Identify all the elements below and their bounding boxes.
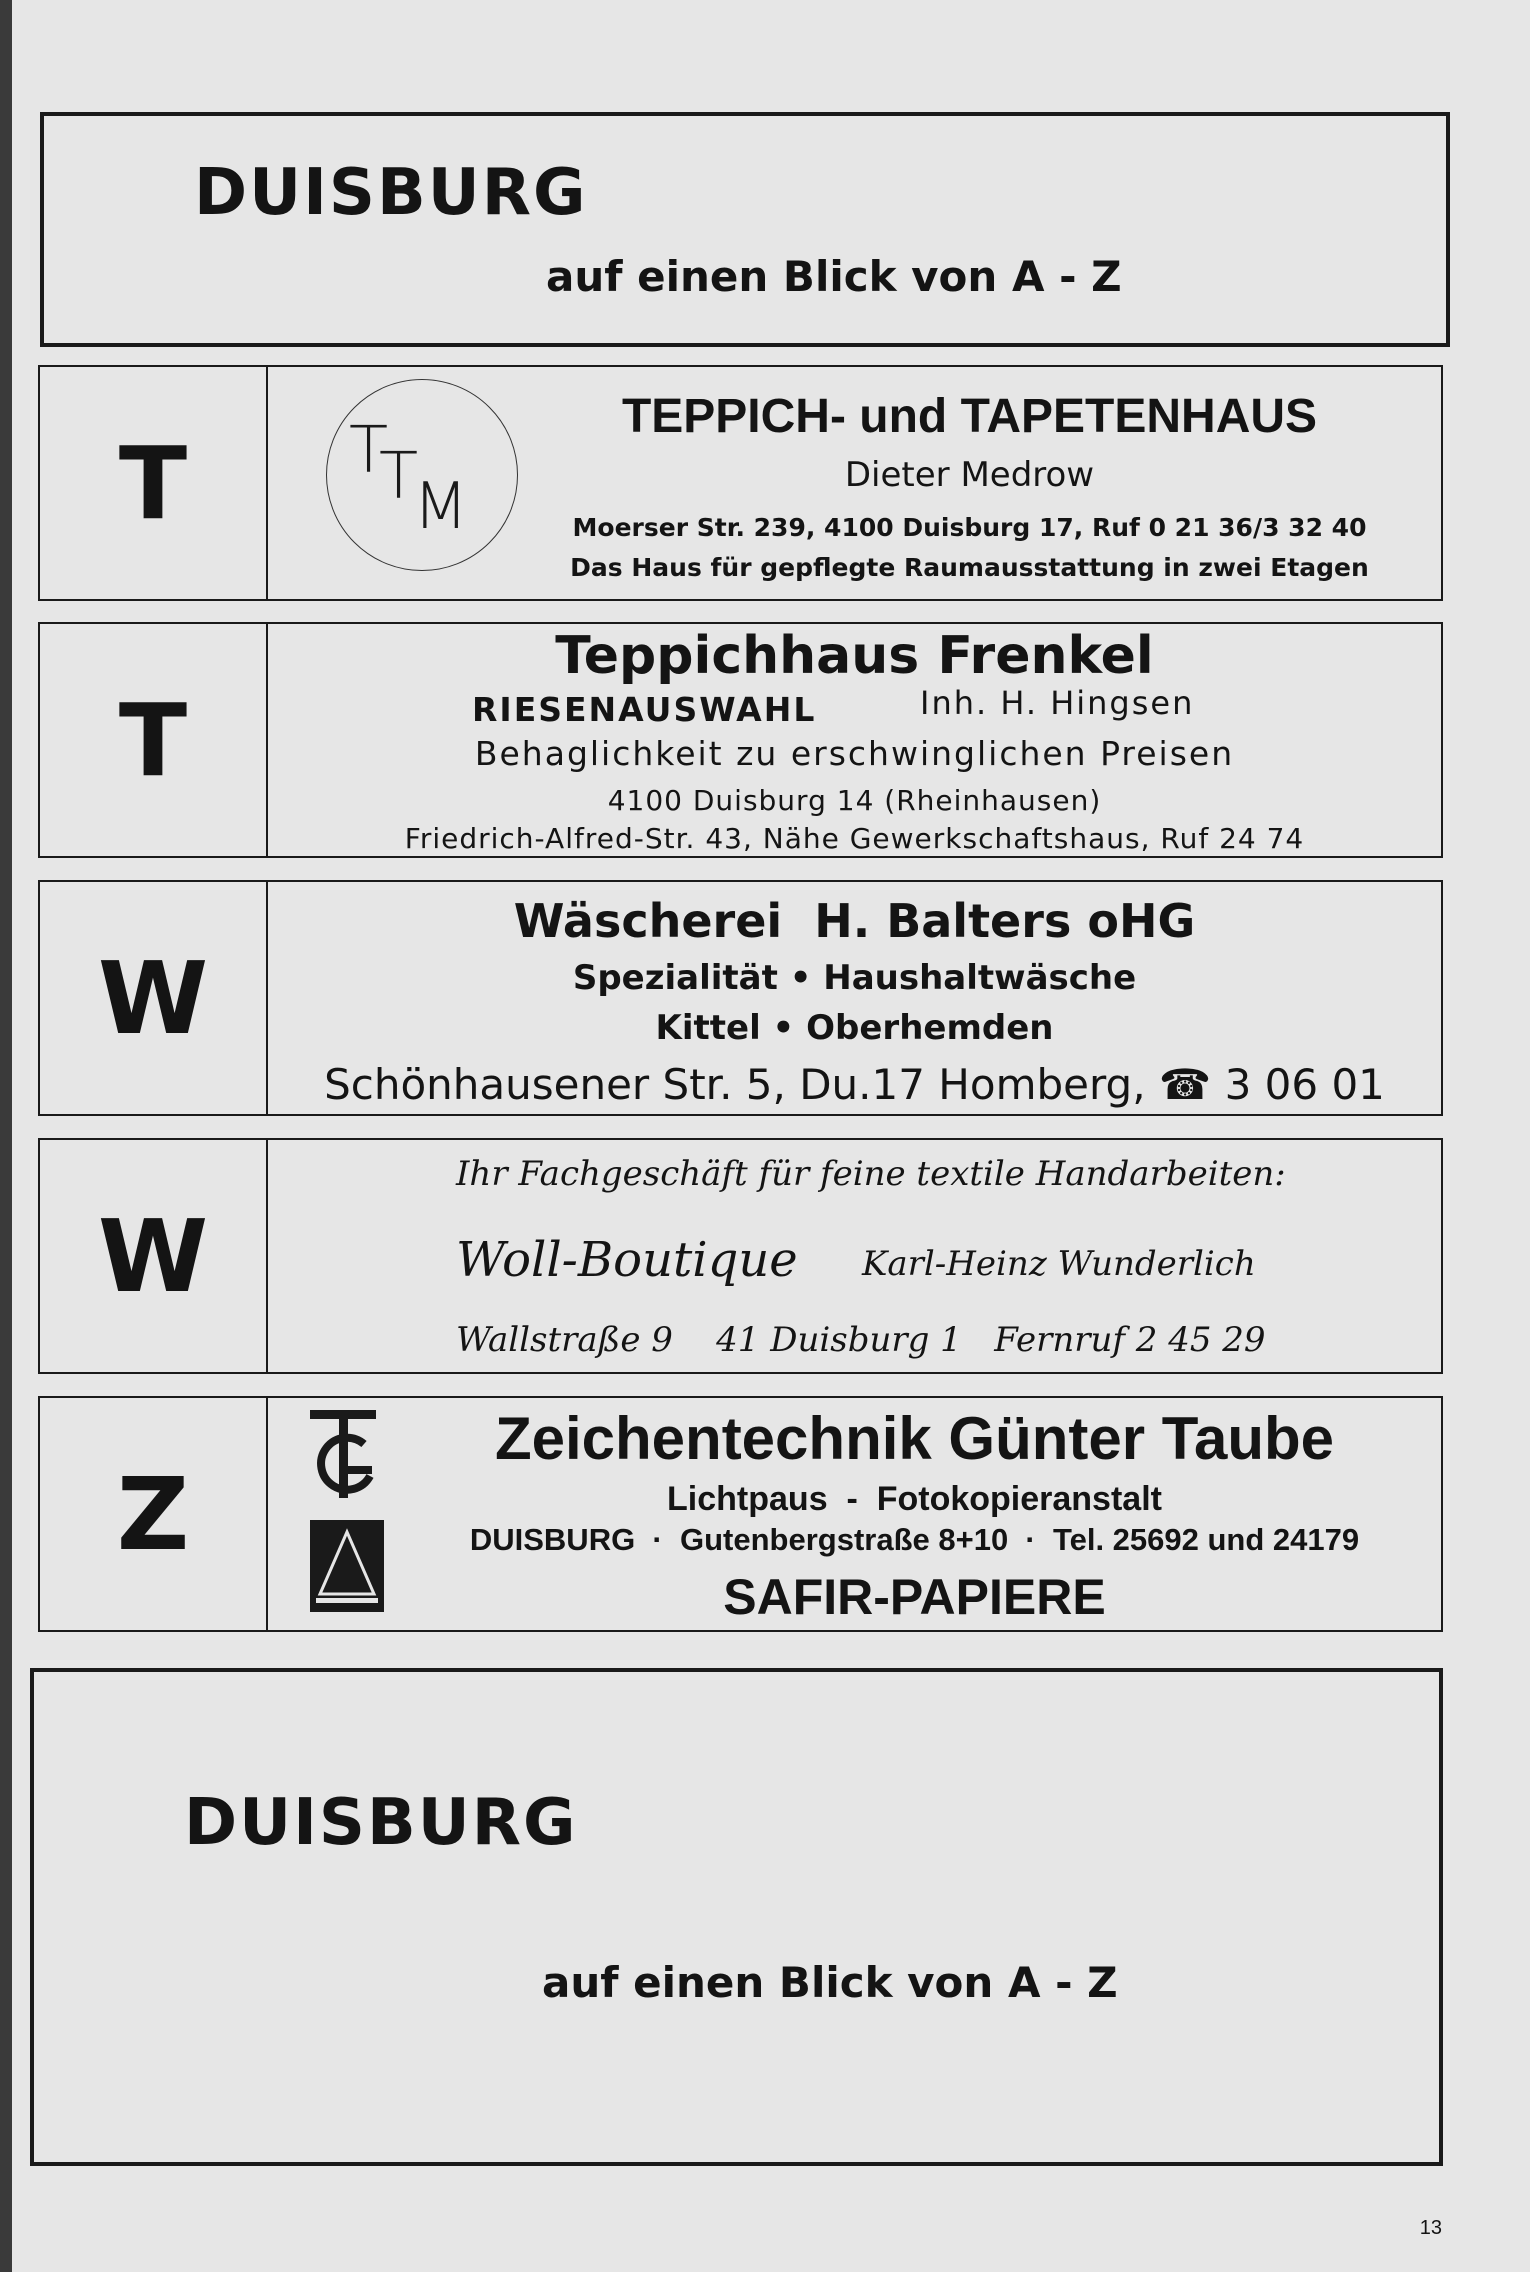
ad-teppich-tapetenhaus	[38, 365, 1443, 601]
slogan: Behaglichkeit zu erschwinglichen Preisen	[474, 734, 1235, 773]
top-banner	[40, 112, 1450, 347]
svg-text:T: T	[349, 414, 389, 488]
index-letter: W	[40, 1140, 268, 1372]
intro-text: Ihr Fachgeschäft für feine textile Handarbeiten:	[456, 1154, 1286, 1194]
address: Friedrich-Alfred-Str. 43, Nähe Gewerkschaftshaus, Ruf 24 74	[404, 822, 1305, 855]
tg-monogram-logo	[304, 1410, 394, 1620]
business-name: Zeichentechnik Günter Taube	[494, 1405, 1335, 1472]
services: Lichtpaus - Fotokopieranstalt	[667, 1480, 1162, 1518]
ad-waescherei-balters	[38, 880, 1443, 1116]
business-name: TEPPICH- und TAPETENHAUS	[621, 390, 1318, 443]
phone-number: 3 06 01	[1224, 1060, 1385, 1109]
top-banner-subtitle: auf einen Blick von A - Z	[546, 252, 1122, 301]
bottom-banner-subtitle: auf einen Blick von A - Z	[542, 1958, 1118, 2007]
address: Schönhausener Str. 5, Du.17 Homberg,	[324, 1060, 1146, 1109]
business-name: Teppichhaus Frenkel	[555, 626, 1154, 686]
ad-teppichhaus-frenkel	[38, 622, 1443, 858]
index-letter: T	[40, 624, 268, 856]
products-line: Kittel • Oberhemden	[655, 1008, 1054, 1048]
index-letter: T	[40, 367, 268, 599]
owner-name: Dieter Medrow	[844, 455, 1095, 495]
bottom-banner-title: DUISBURG	[184, 1786, 578, 1860]
address: Moerser Str. 239, 4100 Duisburg 17, Ruf 0 21 36/3 32 40	[572, 513, 1367, 542]
index-letter: W	[40, 882, 268, 1114]
page-spine	[0, 0, 12, 2272]
address: Wallstraße 9 41 Duisburg 1 Fernruf 2 45 29	[456, 1320, 1266, 1360]
slogan: Das Haus für gepflegte Raumausstattung in zwei Etagen	[570, 553, 1369, 582]
svg-text:M: M	[413, 470, 469, 544]
brand-name: SAFIR-PAPIERE	[723, 1569, 1106, 1625]
city: 4100 Duisburg 14 (Rheinhausen)	[607, 784, 1102, 817]
address-line	[268, 1060, 1441, 1109]
owner-name: Inh. H. Hingsen	[920, 684, 1195, 722]
highlight-text: RIESENAUSWAHL	[472, 690, 817, 729]
top-banner-title: DUISBURG	[194, 156, 588, 230]
bottom-banner	[30, 1668, 1443, 2166]
page-number: 13	[1419, 2217, 1442, 2239]
address: DUISBURG · Gutenbergstraße 8+10 · Tel. 25692 und 24179	[469, 1522, 1360, 1557]
index-letter: Z	[40, 1398, 268, 1630]
ttm-logo	[326, 379, 518, 571]
ad-woll-boutique	[38, 1138, 1443, 1374]
svg-text:T: T	[379, 440, 419, 514]
telephone-icon: ☎	[1158, 1060, 1212, 1109]
business-name: Woll-Boutique	[456, 1232, 798, 1288]
specialty-line: Spezialität • Haushaltwäsche	[572, 958, 1137, 998]
owner-name: Karl-Heinz Wunderlich	[862, 1244, 1256, 1284]
business-name: Wäscherei H. Balters oHG	[513, 894, 1196, 948]
ad-zeichentechnik-taube	[38, 1396, 1443, 1632]
